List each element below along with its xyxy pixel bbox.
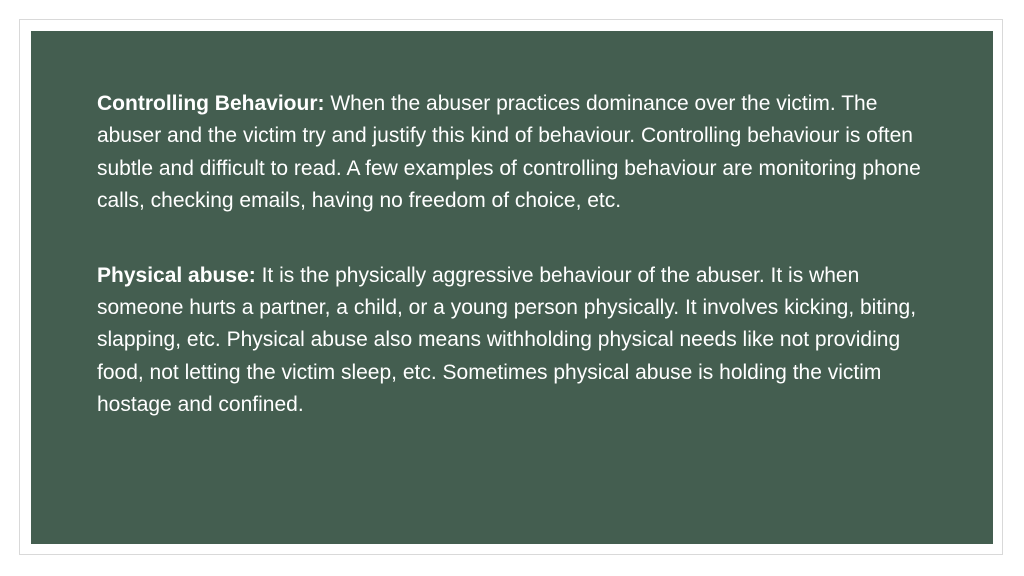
definition-controlling-behaviour: When the abuser practices dominance over the victim. The abuser and the victim try and justify this kind of behaviour. Controlling behaviour is often subtle and difficult to read. A few examples of controlling behaviour are monitoring phone calls, checking emails, having no freedom of choice, etc. — [97, 92, 921, 213]
definition-physical-abuse: It is the physically aggressive behaviour of the abuser. It is when someone hurts a partner, a child, or a young person physically. It involves kicking, biting, slapping, etc. Physical abuse also means withholding physical needs like not providing food, not letting the victim sleep, etc. Sometimes physical abuse is holding the victim hostage and confined. — [97, 263, 917, 417]
paragraph-controlling-behaviour — [97, 88, 947, 218]
term-controlling-behaviour: Controlling Behaviour: — [97, 92, 325, 115]
term-physical-abuse: Physical abuse: — [97, 263, 256, 287]
slide-panel — [31, 31, 993, 544]
paragraph-physical-abuse — [97, 260, 947, 422]
slide-content — [97, 88, 947, 422]
